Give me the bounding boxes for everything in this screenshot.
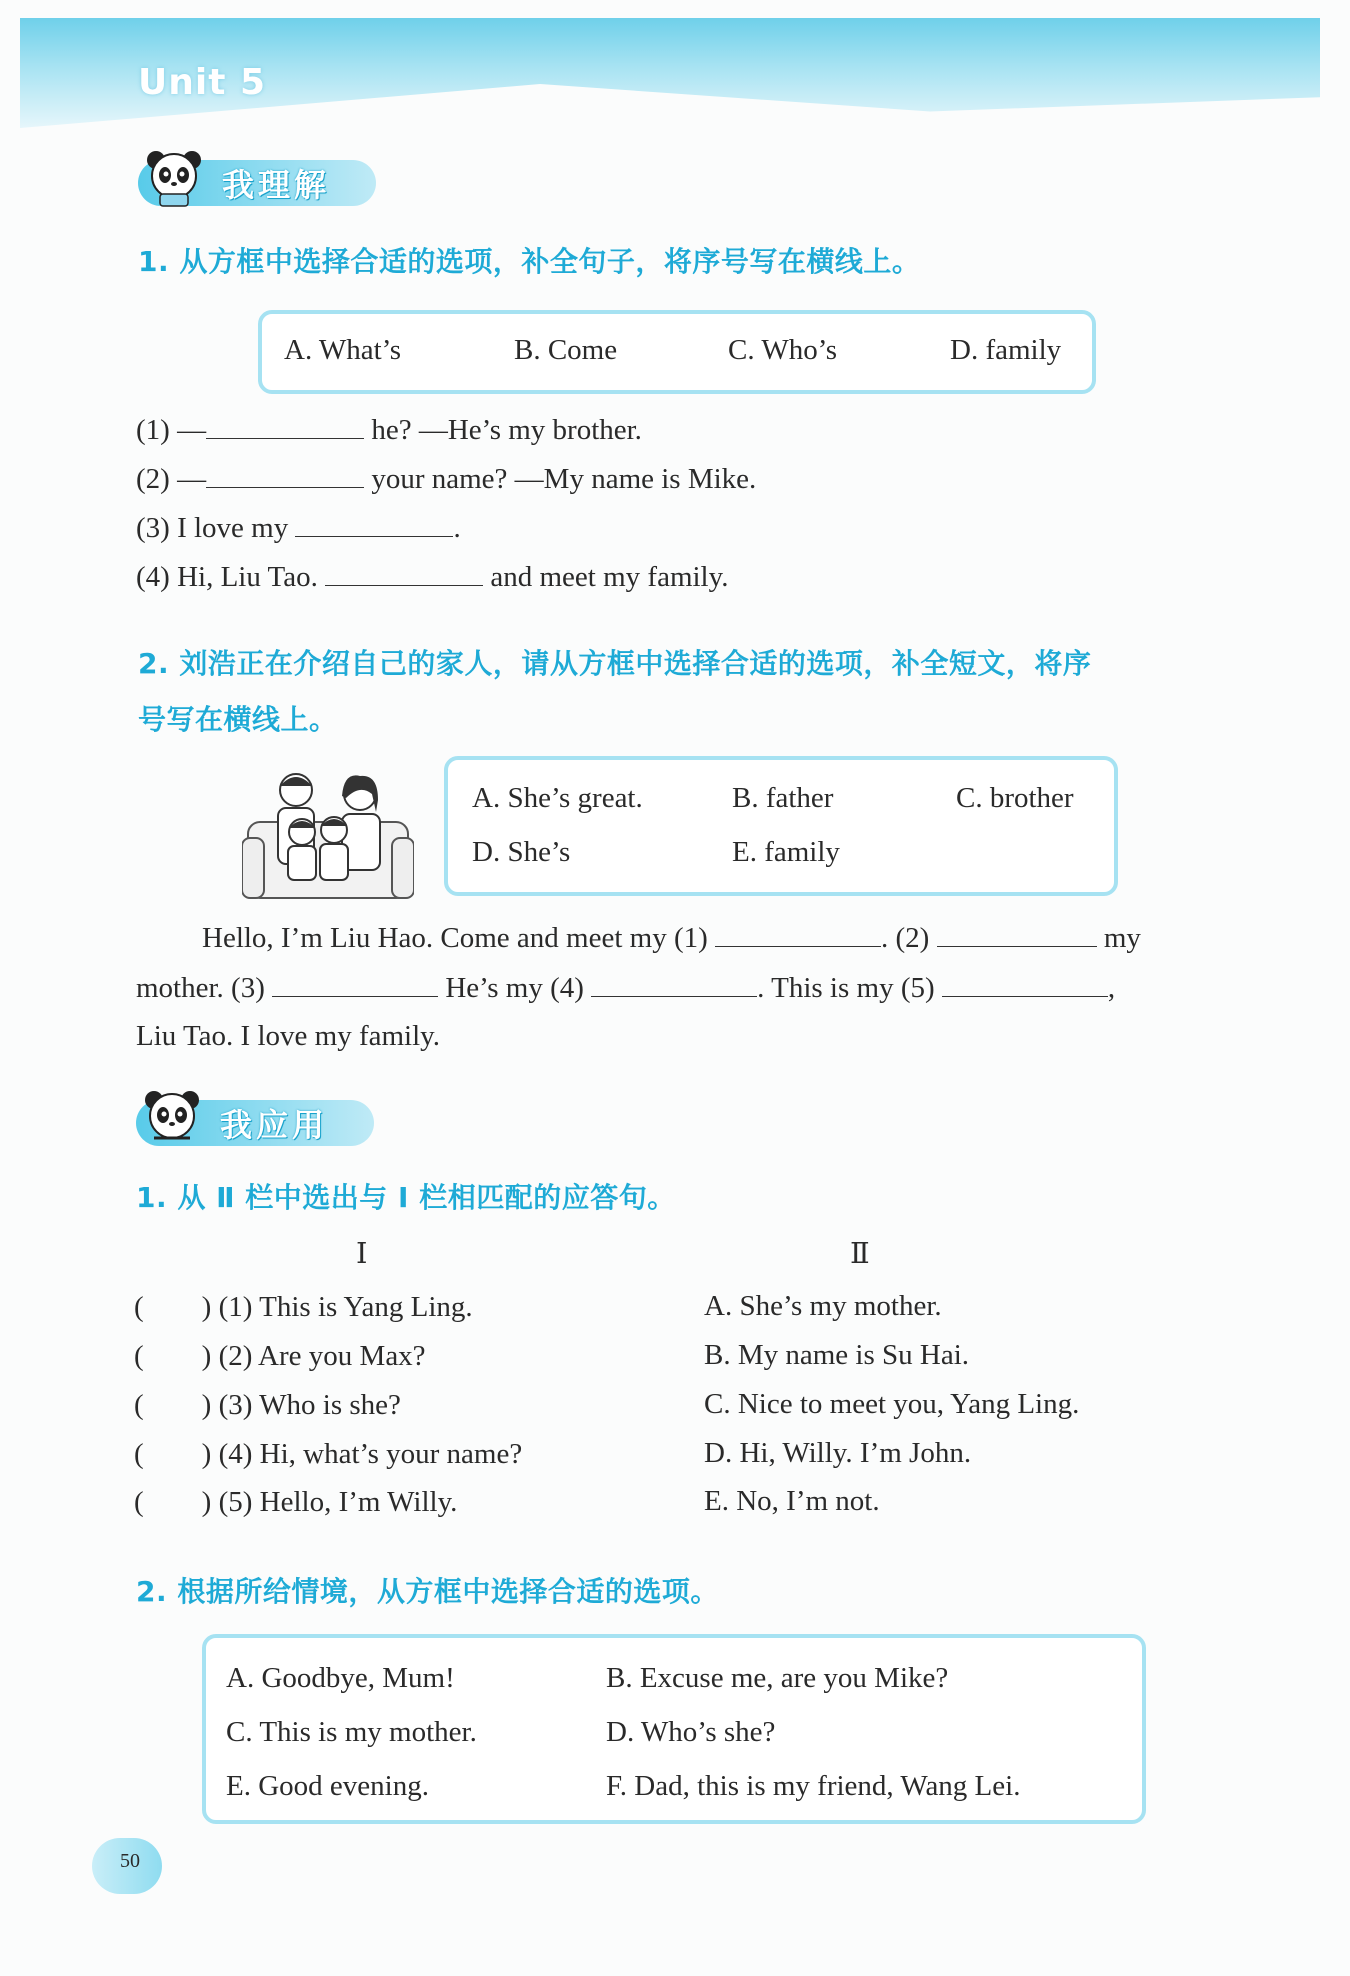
answer-paren[interactable] xyxy=(144,1290,202,1316)
column-header-2: Ⅱ xyxy=(850,1238,870,1270)
question-title: 2. 刘浩正在介绍自己的家人，请从方框中选择合适的选项，补全短文，将序 xyxy=(138,647,1092,680)
match-row: ( ) (2) Are you Max? xyxy=(134,1340,426,1372)
unit-label: Unit 5 xyxy=(138,62,266,103)
answer-blank[interactable] xyxy=(325,559,483,586)
page-number: 50 xyxy=(120,1850,140,1872)
answer-blank[interactable] xyxy=(937,920,1097,947)
match-row: ( ) (5) Hello, I’m Willy. xyxy=(134,1486,458,1518)
section-title-apply: 我应用 xyxy=(220,1106,329,1144)
passage-line-2: mother. (3) He’s my (4) . This is my (5) , xyxy=(136,972,1116,1004)
panda-icon xyxy=(142,146,206,210)
match-option: B. My name is Su Hai. xyxy=(704,1339,970,1371)
option-b: B. father xyxy=(732,782,834,814)
question-title: 1. 从 Ⅱ 栏中选出与 Ⅰ 栏相匹配的应答句。 xyxy=(136,1181,676,1214)
option-e: E. family xyxy=(732,836,840,868)
answer-paren[interactable] xyxy=(144,1388,202,1414)
match-option: E. No, I’m not. xyxy=(704,1485,880,1517)
match-option: C. Nice to meet you, Yang Ling. xyxy=(704,1388,1080,1420)
match-option: A. She’s my mother. xyxy=(704,1290,942,1322)
passage-line-3: Liu Tao. I love my family. xyxy=(136,1020,441,1052)
sentence-1: (1) — he? —He’s my brother. xyxy=(136,414,642,446)
match-row: ( ) (1) This is Yang Ling. xyxy=(134,1291,473,1323)
sentence-4: (4) Hi, Liu Tao. and meet my family. xyxy=(136,561,729,593)
option-d: D. Who’s she? xyxy=(606,1716,776,1748)
option-c: C. brother xyxy=(956,782,1074,814)
options-box-1 xyxy=(258,310,1096,394)
answer-paren[interactable] xyxy=(144,1339,202,1365)
options-box-3 xyxy=(202,1634,1146,1824)
answer-paren[interactable] xyxy=(144,1485,202,1511)
answer-blank[interactable] xyxy=(206,461,364,488)
family-illustration xyxy=(242,768,414,904)
option-a: A. Goodbye, Mum! xyxy=(226,1662,455,1694)
option-a: A. She’s great. xyxy=(472,782,643,814)
sentence-3: (3) I love my . xyxy=(136,512,461,544)
option-b: B. Excuse me, are you Mike? xyxy=(606,1662,949,1694)
option-c: C. This is my mother. xyxy=(226,1716,477,1748)
answer-blank[interactable] xyxy=(942,970,1108,997)
option-b: B. Come xyxy=(514,334,618,366)
column-header-1: Ⅰ xyxy=(356,1238,368,1270)
answer-blank[interactable] xyxy=(295,510,453,537)
match-option: D. Hi, Willy. I’m John. xyxy=(704,1437,972,1469)
match-row: ( ) (4) Hi, what’s your name? xyxy=(134,1438,523,1470)
match-row: ( ) (3) Who is she? xyxy=(134,1389,401,1421)
section-title-understand: 我理解 xyxy=(222,166,331,204)
panda-icon xyxy=(140,1086,204,1150)
answer-blank[interactable] xyxy=(591,970,757,997)
question-title-cont: 号写在横线上。 xyxy=(138,703,338,736)
option-d: D. She’s xyxy=(472,836,571,868)
option-e: E. Good evening. xyxy=(226,1770,429,1802)
sentence-2: (2) — your name? —My name is Mike. xyxy=(136,463,757,495)
question-title: 2. 根据所给情境，从方框中选择合适的选项。 xyxy=(136,1575,719,1608)
answer-blank[interactable] xyxy=(272,970,438,997)
answer-blank[interactable] xyxy=(715,920,881,947)
answer-blank[interactable] xyxy=(206,412,364,439)
answer-paren[interactable] xyxy=(144,1437,202,1463)
option-f: F. Dad, this is my friend, Wang Lei. xyxy=(606,1770,1021,1802)
option-a: A. What’s xyxy=(284,334,402,366)
passage-line-1: Hello, I’m Liu Hao. Come and meet my (1) . (2) my xyxy=(202,922,1141,954)
options-box-2 xyxy=(444,756,1118,896)
option-c: C. Who’s xyxy=(728,334,838,366)
option-d: D. family xyxy=(950,334,1062,366)
question-title: 1. 从方框中选择合适的选项，补全句子，将序号写在横线上。 xyxy=(138,245,921,278)
